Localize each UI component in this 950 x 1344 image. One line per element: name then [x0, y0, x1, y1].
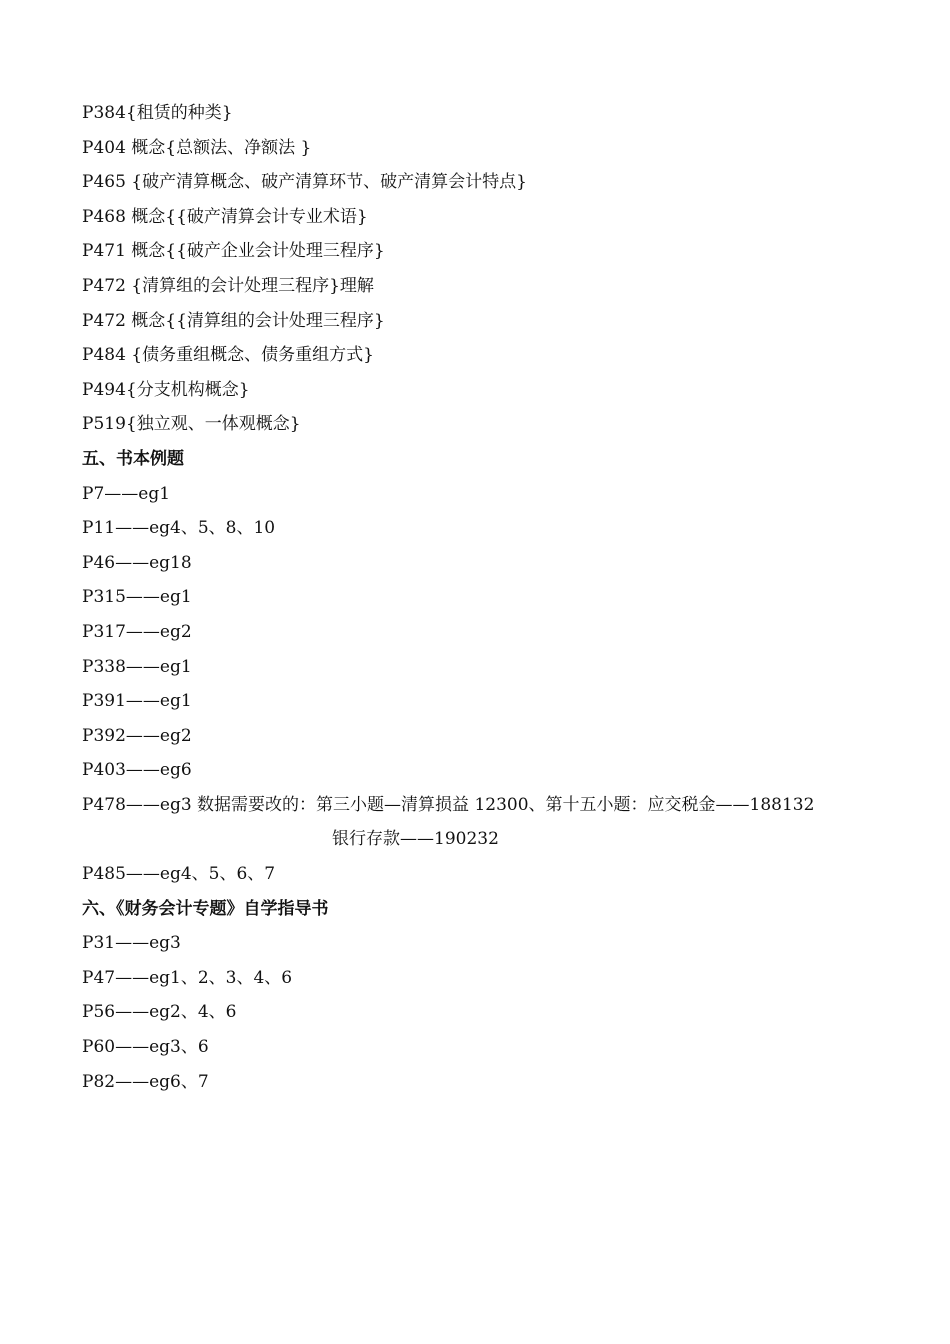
guide-example-line: P82——eg6、7	[82, 1071, 209, 1092]
concept-line: P468 概念{{破产清算会计专业术语}	[82, 206, 368, 227]
concept-line: P471 概念{{破产企业会计处理三程序}	[82, 241, 385, 262]
section-heading-study-guide: 六、《财务会计专题》自学指导书	[82, 898, 329, 919]
guide-example-line: P56——eg2、4、6	[82, 1002, 237, 1023]
example-line: P317——eg2	[82, 621, 192, 642]
example-line: P485——eg4、5、6、7	[82, 864, 276, 885]
section-heading-textbook-examples: 五、书本例题	[82, 448, 184, 469]
document-body	[82, 96, 922, 1099]
example-line: P338——eg1	[82, 656, 192, 677]
example-line: P315——eg1	[82, 587, 192, 608]
example-line-continuation: 银行存款——190232	[332, 829, 499, 850]
example-line: P46——eg18	[82, 552, 192, 573]
guide-example-line: P60——eg3、6	[82, 1037, 209, 1058]
concept-line: P519{独立观、一体观概念}	[82, 414, 301, 435]
concept-line: P494{分支机构概念}	[82, 379, 250, 400]
concept-line: P384{租赁的种类}	[82, 103, 233, 123]
example-line: P7——eg1	[82, 483, 171, 504]
guide-example-line: P47——eg1、2、3、4、6	[82, 967, 293, 988]
example-line: P391——eg1	[82, 691, 192, 712]
example-line: P392——eg2	[82, 725, 192, 746]
example-line: P403——eg6	[82, 760, 192, 781]
example-line: P478——eg3 数据需要改的：第三小题—清算损益 12300、第十五小题：应交税金——188132	[82, 794, 815, 815]
concept-line: P472 {清算组的会计处理三程序}理解	[82, 275, 374, 296]
example-line: P11——eg4、5、8、10	[82, 518, 276, 539]
concept-line: P484 {债务重组概念、债务重组方式}	[82, 345, 374, 366]
guide-example-line: P31——eg3	[82, 933, 181, 954]
concept-line: P472 概念{{清算组的会计处理三程序}	[82, 310, 385, 331]
concept-line: P404 概念{总额法、净额法 }	[82, 137, 312, 158]
concept-line: P465 {破产清算概念、破产清算环节、破产清算会计特点}	[82, 172, 527, 193]
